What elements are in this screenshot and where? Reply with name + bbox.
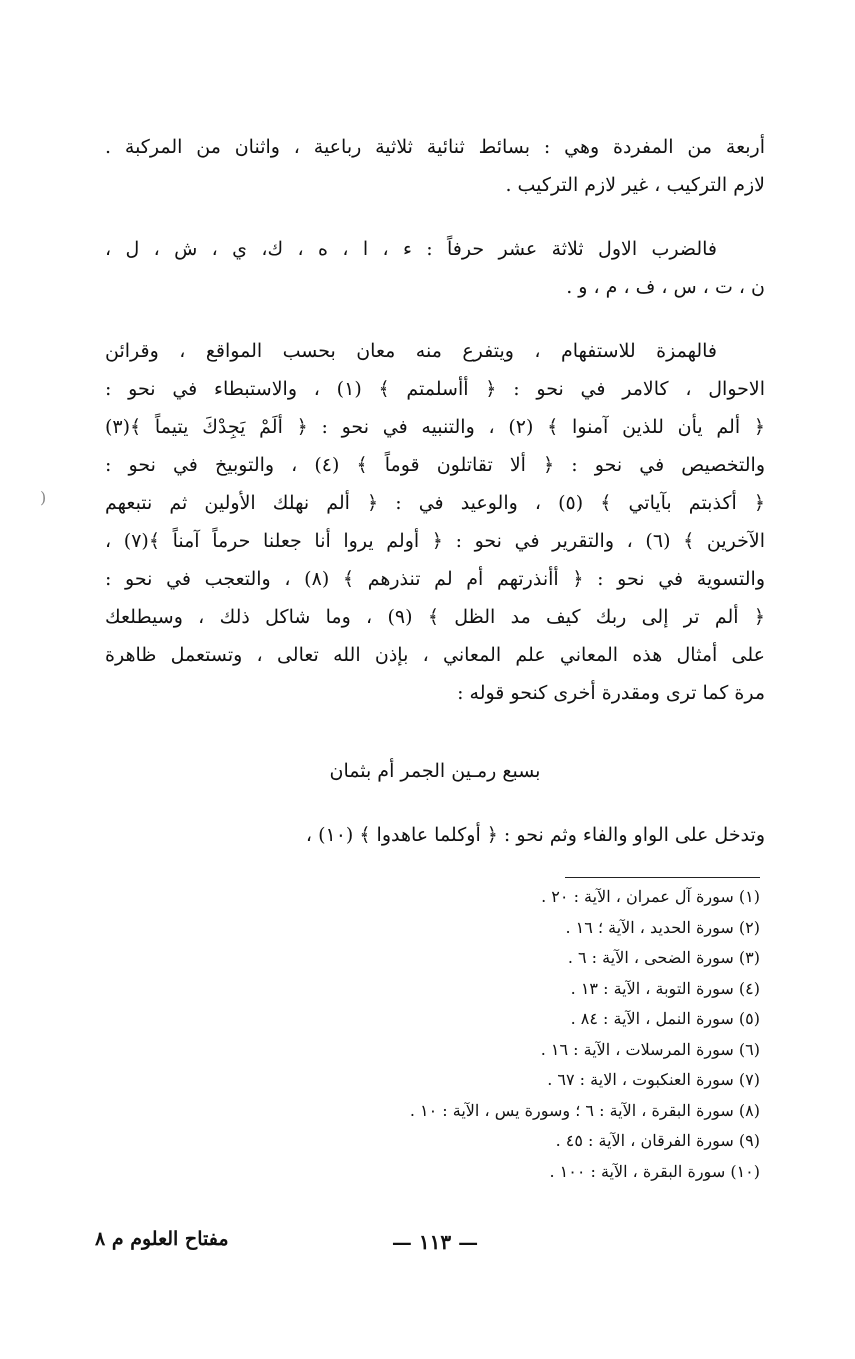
footnote: (٣) سورة الضحى ، الآية : ٦ . [567, 948, 760, 967]
footnote-divider [565, 877, 760, 878]
footnotes [300, 882, 760, 1187]
text-line: ﴿ ألم تر إلى ربك كيف مد الظل ﴾ (٩) ، وما شاكل ذلك ، وسيطلعك [105, 606, 765, 628]
signature-mark: مفتاح العلوم م ٨ [95, 1228, 229, 1250]
text-line: مرة كما ترى ومقدرة أخرى كنحو قوله : [457, 682, 765, 704]
text-line: والتسوية في نحو : ﴿ أأنذرتهم أم لم تنذرهم ﴾ (٨) ، والتعجب في نحو : [105, 568, 765, 590]
margin-mark: ) [40, 488, 47, 507]
text-line: الآخرين ﴾ (٦) ، والتقرير في نحو : ﴿ أولم يروا أنا جعلنا حرماً آمناً ﴾(٧) ، [105, 530, 765, 552]
paragraph-2 [105, 230, 765, 306]
footnote: (١) سورة آل عمران ، الآية : ٢٠ . [541, 887, 760, 906]
paragraph-1 [105, 128, 765, 204]
text-line: ن ، ت ، س ، ف ، م ، و . [566, 276, 765, 298]
poetry-verse: بسبع رمـين الجمر أم بثمان [329, 760, 541, 782]
footnote: (٤) سورة التوبة ، الآية : ١٣ . [570, 978, 760, 998]
text-line: ﴿ أكذبتم بآياتي ﴾ (٥) ، والوعيد في : ﴿ ألم نهلك الأولين ثم نتبعهم [105, 492, 765, 514]
footnote: (٦) سورة المرسلات ، الآية : ١٦ . [540, 1039, 760, 1059]
footnote: (١٠) سورة البقرة ، الآية : ١٠٠ . [549, 1161, 760, 1181]
text-line: لازم التركيب ، غير لازم التركيب . [505, 174, 765, 196]
text-line: فالهمزة للاستفهام ، ويتفرع منه معان بحسب المواقع ، وقرائن [105, 340, 717, 362]
text-line: فالضرب الاول ثلاثة عشر حرفاً : ء ، ا ، ه ، ك، ي ، ش ، ل ، [105, 238, 717, 260]
paragraph-3 [105, 332, 765, 712]
page-number: — ١١٣ — [391, 1230, 479, 1254]
text-line: على أمثال هذه المعاني علم المعاني ، بإذن الله تعالى ، وتستعمل ظاهرة [105, 644, 765, 666]
text-line: أربعة من المفردة وهي : بسائط ثنائية ثلاثية رباعية ، واثنان من المركبة . [105, 136, 765, 158]
footnote: (٨) سورة البقرة ، الآية : ٦ ؛ وسورة يس ، الآية : ١٠ . [409, 1100, 760, 1120]
text-line: ﴿ ألم يأن للذين آمنوا ﴾ (٢) ، والتنبيه في نحو : ﴿ ألَمْ يَجِدْكَ يتيماً ﴾(٣) [105, 416, 765, 438]
text-line: وتدخل على الواو والفاء وثم نحو : ﴿ أوكلما عاهدوا ﴾ (١٠) ، [305, 824, 765, 846]
footnote: (٢) سورة الحديد ، الآية ؛ ١٦ . [565, 917, 760, 937]
text-line: الاحوال ، كالامر في نحو : ﴿ أأسلمتم ﴾ (١) ، والاستبطاء في نحو : [105, 378, 765, 400]
footnote: (٧) سورة العنكبوت ، الاية : ٦٧ . [547, 1070, 760, 1089]
footnote: (٩) سورة الفرقان ، الآية : ٤٥ . [555, 1131, 760, 1150]
footnote: (٥) سورة النمل ، الآية : ٨٤ . [570, 1009, 760, 1028]
text-line: والتخصيص في نحو : ﴿ ألا تقاتلون قوماً ﴾ (٤) ، والتوبيخ في نحو : [105, 454, 765, 476]
